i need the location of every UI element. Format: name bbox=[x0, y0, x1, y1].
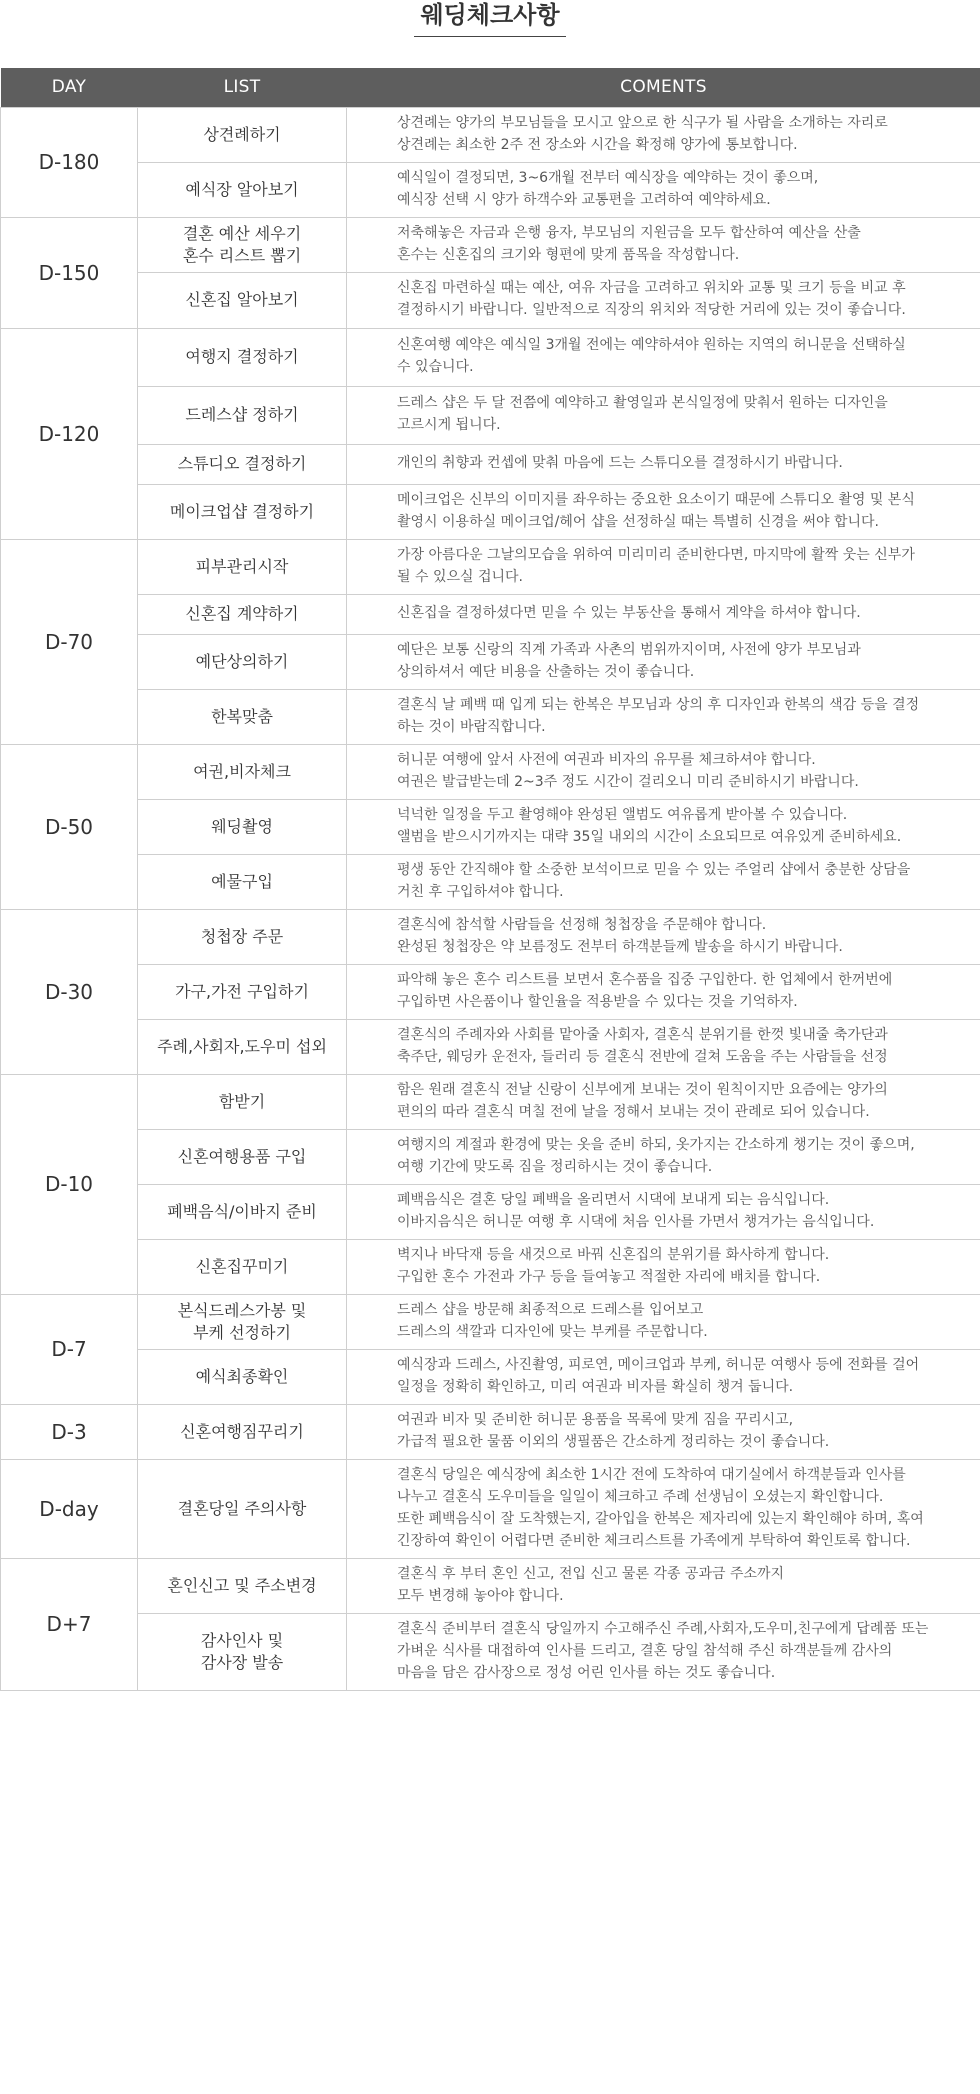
list-item-label: 감사장 발송 bbox=[200, 1652, 284, 1672]
comment-cell bbox=[347, 539, 980, 594]
list-item-label: 폐백음식/이바지 준비 bbox=[167, 1201, 317, 1221]
header-list: LIST bbox=[138, 68, 347, 107]
table-row bbox=[1, 539, 980, 594]
comment-line: 폐백음식은 결혼 당일 폐백을 올리면서 시댁에 보내게 되는 음식입니다. bbox=[397, 1191, 830, 1208]
comment-line: 구입하면 사은품이나 할인율을 적용받을 수 있다는 것을 기억하자. bbox=[397, 993, 798, 1010]
comment-line: 여행 기간에 맞도록 짐을 정리하시는 것이 좋습니다. bbox=[397, 1158, 713, 1175]
comment-line: 또한 폐백음식이 잘 도착했는지, 갈아입을 한복은 제자리에 있는지 확인해야 하며, 혹여 bbox=[397, 1510, 924, 1527]
comment-cell bbox=[347, 1294, 980, 1349]
table-row bbox=[1, 272, 980, 328]
comment-line: 고르시게 됩니다. bbox=[397, 417, 501, 433]
comment-line: 이바지음식은 허니문 여행 후 시댁에 처음 인사를 가면서 챙겨가는 음식입니다. bbox=[397, 1213, 875, 1230]
header-comments: COMENTS bbox=[347, 68, 980, 107]
comment-line: 예식장 선택 시 양가 하객수와 교통편을 고려하여 예약하세요. bbox=[397, 191, 771, 208]
list-item-label: 예단상의하기 bbox=[195, 651, 289, 671]
day-cell: D-50 bbox=[1, 744, 138, 909]
comment-line: 될 수 있으실 겁니다. bbox=[397, 568, 523, 585]
table-row bbox=[1, 1613, 980, 1690]
day-cell: D+7 bbox=[1, 1558, 138, 1690]
list-item-label: 혼수 리스트 뽑기 bbox=[182, 245, 302, 265]
comment-cell bbox=[347, 217, 980, 272]
list-item-cell bbox=[138, 162, 347, 217]
comment-line: 결혼식 날 폐백 때 입게 되는 한복은 부모님과 상의 후 디자인과 한복의 색감 등을 결정 bbox=[397, 696, 920, 713]
comment-line: 가급적 필요한 물품 이외의 생필품은 간소하게 정리하는 것이 좋습니다. bbox=[397, 1433, 830, 1450]
table-row bbox=[1, 386, 980, 444]
list-item-label: 결혼 예산 세우기 bbox=[182, 223, 302, 243]
comment-line: 개인의 취향과 컨셉에 맞춰 마음에 드는 스튜디오를 결정하시기 바랍니다. bbox=[397, 455, 843, 471]
comment-cell bbox=[347, 964, 980, 1019]
comment-line: 거친 후 구입하셔야 합니다. bbox=[397, 883, 564, 900]
list-item-label: 피부관리시작 bbox=[195, 556, 289, 576]
comment-line: 드레스 샵을 방문해 최종적으로 드레스를 입어보고 bbox=[397, 1301, 704, 1318]
comment-line: 여행지의 계절과 환경에 맞는 옷을 준비 하되, 옷가지는 간소하게 챙기는 것이 좋으며, bbox=[397, 1136, 915, 1153]
table-row bbox=[1, 964, 980, 1019]
list-item-label: 웨딩촬영 bbox=[211, 816, 273, 836]
list-item-label: 혼인신고 및 주소변경 bbox=[167, 1575, 317, 1595]
checklist-table bbox=[0, 68, 980, 1691]
comment-line: 예식장과 드레스, 사진촬영, 피로연, 메이크업과 부케, 허니문 여행사 등에 전화를 걸어 bbox=[397, 1356, 920, 1373]
comment-line: 저축해놓은 자금과 은행 융자, 부모님의 지원금을 모두 합산하여 예산을 산출 bbox=[397, 224, 861, 241]
comment-line: 하는 것이 바람직합니다. bbox=[397, 718, 546, 735]
table-body bbox=[1, 107, 980, 1690]
list-item-label: 신혼집 계약하기 bbox=[185, 604, 299, 623]
comment-line: 축주단, 웨딩카 운전자, 들러리 등 결혼식 전반에 걸쳐 도움을 주는 사람들을 선정 bbox=[397, 1048, 888, 1065]
table-row bbox=[1, 799, 980, 854]
header-day: DAY bbox=[1, 68, 138, 107]
comment-line: 예식일이 결정되면, 3~6개월 전부터 예식장을 예약하는 것이 좋으며, bbox=[397, 169, 819, 186]
comment-cell bbox=[347, 484, 980, 539]
comment-line: 드레스의 색깔과 디자인에 맞는 부케를 주문합니다. bbox=[397, 1323, 708, 1340]
comment-line: 완성된 청첩장은 약 보름정도 전부터 하객분들께 발송을 하시기 바랍니다. bbox=[397, 938, 843, 955]
table-header bbox=[1, 68, 980, 107]
list-item-cell bbox=[138, 1404, 347, 1459]
title-area bbox=[0, 0, 980, 68]
list-item-cell bbox=[138, 799, 347, 854]
list-item-cell bbox=[138, 1239, 347, 1294]
table-row bbox=[1, 217, 980, 272]
day-cell: D-30 bbox=[1, 909, 138, 1074]
table-row bbox=[1, 1558, 980, 1613]
comment-cell bbox=[347, 909, 980, 964]
comment-line: 신혼여행 예약은 예식일 3개월 전에는 예약하셔야 원하는 지역의 허니문을 선택하실 bbox=[397, 337, 906, 353]
table-row bbox=[1, 328, 980, 386]
comment-cell bbox=[347, 444, 980, 484]
comment-line: 메이크업은 신부의 이미지를 좌우하는 중요한 요소이기 때문에 스튜디오 촬영 및 본식 bbox=[397, 491, 915, 508]
comment-line: 결혼식의 주례자와 사회를 맡아줄 사회자, 결혼식 분위기를 한껏 빛내줄 축가단과 bbox=[397, 1026, 888, 1043]
list-item-label: 예식최종확인 bbox=[195, 1366, 289, 1386]
comment-line: 여권과 비자 및 준비한 허니문 용품을 목록에 맞게 짐을 꾸리시고, bbox=[397, 1411, 794, 1428]
comment-line: 평생 동안 간직해야 할 소중한 보석이므로 믿을 수 있는 주얼리 샵에서 충분한 상담을 bbox=[397, 861, 911, 878]
table-row bbox=[1, 909, 980, 964]
table-row bbox=[1, 1019, 980, 1074]
day-cell: D-day bbox=[1, 1459, 138, 1558]
table-row bbox=[1, 444, 980, 484]
comment-line: 상견례는 최소한 2주 전 장소와 시간을 확정해 양가에 통보합니다. bbox=[397, 136, 798, 153]
list-item-label: 부케 선정하기 bbox=[193, 1322, 291, 1342]
comment-cell bbox=[347, 1019, 980, 1074]
list-item-cell bbox=[138, 217, 347, 272]
list-item-cell bbox=[138, 107, 347, 162]
list-item-cell bbox=[138, 272, 347, 328]
table-row bbox=[1, 1184, 980, 1239]
table-row bbox=[1, 484, 980, 539]
list-item-label: 가구,가전 구입하기 bbox=[175, 981, 309, 1001]
comment-line: 파악해 놓은 혼수 리스트를 보면서 혼수품을 집중 구입한다. 한 업체에서 한꺼번에 bbox=[397, 971, 893, 988]
list-item-label: 주례,사회자,도우미 섭외 bbox=[157, 1036, 327, 1056]
list-item-label: 신혼여행짐꾸리기 bbox=[180, 1421, 304, 1441]
table-row bbox=[1, 1459, 980, 1558]
comment-line: 결혼식 후 부터 혼인 신고, 전입 신고 물론 각종 공과금 주소까지 bbox=[397, 1565, 785, 1582]
comment-cell bbox=[347, 1184, 980, 1239]
comment-cell bbox=[347, 1349, 980, 1404]
comment-cell bbox=[347, 162, 980, 217]
list-item-label: 청첩장 주문 bbox=[200, 926, 284, 946]
table-row bbox=[1, 107, 980, 162]
day-cell: D-180 bbox=[1, 107, 138, 217]
comment-cell bbox=[347, 1404, 980, 1459]
table-row bbox=[1, 1239, 980, 1294]
list-item-cell bbox=[138, 1294, 347, 1349]
list-item-cell bbox=[138, 1459, 347, 1558]
list-item-cell bbox=[138, 1019, 347, 1074]
comment-line: 가벼운 식사를 대접하여 인사를 드리고, 결혼 당일 참석해 주신 하객분들께 감사의 bbox=[397, 1642, 893, 1659]
comment-line: 여권은 발급받는데 2~3주 정도 시간이 걸리오니 미리 준비하시기 바랍니다. bbox=[397, 773, 859, 790]
list-item-cell bbox=[138, 689, 347, 744]
list-item-label: 본식드레스가봉 및 bbox=[177, 1300, 307, 1320]
table-row bbox=[1, 1404, 980, 1459]
list-item-label: 메이크업샵 결정하기 bbox=[169, 501, 315, 521]
day-cell: D-7 bbox=[1, 1294, 138, 1404]
comment-line: 나누고 결혼식 도우미들을 일일이 체크하고 주례 선생님이 오셨는지 확인합니다. bbox=[397, 1488, 884, 1505]
table-row bbox=[1, 744, 980, 799]
list-item-label: 상견례하기 bbox=[203, 124, 281, 144]
table-row bbox=[1, 162, 980, 217]
list-item-cell bbox=[138, 1184, 347, 1239]
day-cell: D-120 bbox=[1, 328, 138, 539]
comment-line: 결혼식 당일은 예식장에 최소한 1시간 전에 도착하여 대기실에서 하객분들과 인사를 bbox=[397, 1466, 906, 1483]
list-item-label: 감사인사 및 bbox=[200, 1630, 284, 1650]
list-item-label: 한복맞춤 bbox=[211, 706, 273, 726]
list-item-cell bbox=[138, 386, 347, 444]
comment-cell bbox=[347, 1558, 980, 1613]
comment-cell bbox=[347, 634, 980, 689]
list-item-label: 예식장 알아보기 bbox=[185, 179, 299, 199]
comment-line: 결혼식 준비부터 결혼식 당일까지 수고해주신 주례,사회자,도우미,친구에게 답례품 또는 bbox=[397, 1620, 929, 1637]
comment-line: 앨범을 받으시기까지는 대략 35일 내외의 시간이 소요되므로 여유있게 준비하세요. bbox=[397, 828, 902, 845]
comment-cell bbox=[347, 1129, 980, 1184]
comment-line: 가장 아름다운 그날의모습을 위하여 미리미리 준비한다면, 마지막에 활짝 웃는 신부가 bbox=[397, 546, 915, 563]
comment-line: 벽지나 바닥재 등을 새것으로 바꿔 신혼집의 분위기를 화사하게 합니다. bbox=[397, 1246, 830, 1263]
list-item-cell bbox=[138, 744, 347, 799]
comment-cell bbox=[347, 272, 980, 328]
list-item-label: 여권,비자체크 bbox=[193, 761, 291, 781]
comment-cell bbox=[347, 799, 980, 854]
comment-line: 모두 변경해 놓아야 합니다. bbox=[397, 1587, 564, 1604]
comment-line: 예단은 보통 신랑의 직계 가족과 사촌의 범위까지이며, 사전에 양가 부모님과 bbox=[397, 641, 861, 658]
day-cell: D-3 bbox=[1, 1404, 138, 1459]
comment-cell bbox=[347, 386, 980, 444]
comment-line: 신혼집을 결정하셨다면 믿을 수 있는 부동산을 통해서 계약을 하셔야 합니다. bbox=[397, 605, 861, 621]
list-item-label: 신혼집꾸미기 bbox=[195, 1256, 289, 1276]
list-item-cell bbox=[138, 594, 347, 634]
comment-cell bbox=[347, 107, 980, 162]
table-row bbox=[1, 594, 980, 634]
comment-cell bbox=[347, 328, 980, 386]
list-item-cell bbox=[138, 909, 347, 964]
table-row bbox=[1, 689, 980, 744]
comment-line: 결혼식에 참석할 사람들을 선정해 청첩장을 주문해야 합니다. bbox=[397, 916, 767, 933]
comment-line: 편의의 따라 결혼식 며칠 전에 날을 정해서 보내는 것이 관례로 되어 있습니다. bbox=[397, 1103, 870, 1120]
table-row bbox=[1, 1349, 980, 1404]
list-item-cell bbox=[138, 854, 347, 909]
list-item-label: 함받기 bbox=[218, 1091, 266, 1111]
table-row bbox=[1, 1129, 980, 1184]
comment-cell bbox=[347, 854, 980, 909]
list-item-cell bbox=[138, 484, 347, 539]
comment-line: 결정하시기 바랍니다. 일반적으로 직장의 위치와 적당한 거리에 있는 것이 좋습니다. bbox=[397, 302, 906, 318]
list-item-cell bbox=[138, 1613, 347, 1690]
day-cell: D-10 bbox=[1, 1074, 138, 1294]
page-title: 웨딩체크사항 bbox=[414, 0, 565, 37]
comment-line: 상의하셔서 예단 비용을 산출하는 것이 좋습니다. bbox=[397, 663, 695, 680]
comment-cell bbox=[347, 1613, 980, 1690]
comment-cell bbox=[347, 689, 980, 744]
list-item-cell bbox=[138, 964, 347, 1019]
table-row bbox=[1, 1294, 980, 1349]
list-item-label: 스튜디오 결정하기 bbox=[177, 454, 307, 473]
comment-cell bbox=[347, 594, 980, 634]
list-item-cell bbox=[138, 1349, 347, 1404]
list-item-cell bbox=[138, 1074, 347, 1129]
list-item-label: 드레스샵 정하기 bbox=[185, 405, 299, 424]
comment-line: 혼수는 신혼집의 크기와 형편에 맞게 품목을 작성합니다. bbox=[397, 246, 740, 263]
list-item-cell bbox=[138, 1129, 347, 1184]
table-row bbox=[1, 1074, 980, 1129]
day-cell: D-150 bbox=[1, 217, 138, 328]
comment-line: 넉넉한 일정을 두고 촬영해야 완성된 앨범도 여유롭게 받아볼 수 있습니다. bbox=[397, 806, 848, 823]
comment-line: 드레스 샵은 두 달 전쯤에 예약하고 촬영일과 본식일정에 맞춰서 원하는 디자인을 bbox=[397, 395, 888, 411]
list-item-cell bbox=[138, 539, 347, 594]
comment-line: 함은 원래 결혼식 전날 신랑이 신부에게 보내는 것이 원칙이지만 요즘에는 양가의 bbox=[397, 1081, 888, 1098]
comment-line: 신혼집 마련하실 때는 예산, 여유 자금을 고려하고 위치와 교통 및 크기 등을 비교 후 bbox=[397, 280, 906, 296]
list-item-label: 신혼여행용품 구입 bbox=[177, 1146, 307, 1166]
list-item-cell bbox=[138, 1558, 347, 1613]
comment-cell bbox=[347, 1074, 980, 1129]
table-row bbox=[1, 634, 980, 689]
list-item-label: 신혼집 알아보기 bbox=[185, 290, 299, 309]
comment-cell bbox=[347, 1239, 980, 1294]
comment-line: 허니문 여행에 앞서 사전에 여권과 비자의 유무를 체크하셔야 합니다. bbox=[397, 751, 816, 768]
comment-line: 촬영시 이용하실 메이크업/헤어 샵을 선정하실 때는 특별히 신경을 써야 합니다. bbox=[397, 513, 879, 530]
list-item-cell bbox=[138, 328, 347, 386]
comment-line: 구입한 혼수 가전과 가구 등을 들여놓고 적절한 자리에 배치를 합니다. bbox=[397, 1268, 821, 1285]
list-item-label: 예물구입 bbox=[211, 871, 273, 891]
comment-line: 수 있습니다. bbox=[397, 359, 474, 375]
comment-line: 긴장하여 확인이 어렵다면 준비한 체크리스트를 가족에게 부탁하여 확인토록 합니다. bbox=[397, 1532, 911, 1549]
list-item-cell bbox=[138, 444, 347, 484]
list-item-label: 여행지 결정하기 bbox=[185, 347, 299, 366]
table-row bbox=[1, 854, 980, 909]
comment-cell bbox=[347, 1459, 980, 1558]
list-item-cell bbox=[138, 634, 347, 689]
comment-line: 마음을 담은 감사장으로 정성 어린 인사를 하는 것도 좋습니다. bbox=[397, 1664, 776, 1681]
comment-line: 일정을 정확히 확인하고, 미리 여권과 비자를 확실히 챙겨 둡니다. bbox=[397, 1378, 794, 1395]
comment-line: 상견례는 양가의 부모님들을 모시고 앞으로 한 식구가 될 사람을 소개하는 자리로 bbox=[397, 114, 888, 131]
day-cell: D-70 bbox=[1, 539, 138, 744]
list-item-label: 결혼당일 주의사항 bbox=[177, 1498, 307, 1518]
comment-cell bbox=[347, 744, 980, 799]
